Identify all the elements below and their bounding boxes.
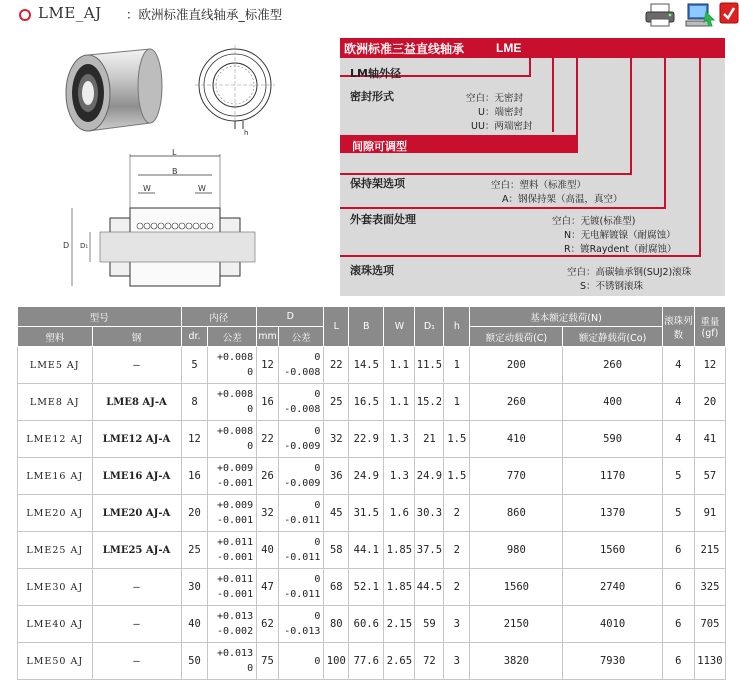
header-load: 基本额定载荷(N): [470, 307, 663, 327]
cell-ball-rows: 6: [662, 569, 694, 606]
table-row: [18, 532, 726, 569]
cell-W: 1.3: [384, 421, 415, 458]
code-panel-title: 欧洲标准三益直线轴承: [344, 42, 465, 56]
dim-D-label: D: [63, 241, 70, 250]
tolerance-lower: -0.001: [216, 552, 254, 563]
cell-weight: 20: [694, 384, 725, 421]
cell-plastic-model: LME12 AJ: [18, 421, 93, 458]
cell-W: 2.15: [384, 606, 415, 643]
tolerance-lower: -0.011: [284, 589, 321, 600]
cell-steel-model: LME20 AJ-A: [92, 495, 181, 532]
tolerance-lower: -0.008: [284, 367, 321, 378]
cell-steel-model: LME16 AJ-A: [92, 458, 181, 495]
tolerance-upper: 0: [314, 655, 321, 667]
tolerance-upper: +0.008: [216, 426, 254, 437]
connector-line: [340, 207, 666, 209]
header-dr: dr.: [181, 327, 208, 347]
tolerance-lower: 0: [247, 404, 254, 415]
cell-dr-tolerance: [208, 495, 257, 532]
page-title: ：欧洲标准直线轴承_标准型: [126, 7, 283, 22]
cell-D: 75: [257, 643, 279, 680]
tolerance-lower: 0: [247, 441, 254, 452]
code-segment-ball: S: [695, 41, 704, 55]
cell-steel-model: LME25 AJ-A: [92, 532, 181, 569]
cell-ball-rows: 6: [662, 643, 694, 680]
cell-dynamic-load: 770: [470, 458, 563, 495]
cell-h: 1.5: [444, 458, 470, 495]
cell-h: 3: [444, 606, 470, 643]
cell-plastic-model: LME50 AJ: [18, 643, 93, 680]
table-row: [18, 495, 726, 532]
header-D: D: [257, 307, 324, 327]
cell-dr-tolerance: [208, 606, 257, 643]
cell-D: 16: [257, 384, 279, 421]
cell-dr: 8: [181, 384, 208, 421]
tolerance-upper: +0.008: [216, 352, 254, 363]
table-row: [18, 606, 726, 643]
header-steel: 钢: [92, 327, 181, 347]
cell-static-load: 590: [563, 421, 662, 458]
cell-h: 2: [444, 569, 470, 606]
part-number-guide: [340, 38, 725, 296]
cell-L: 58: [324, 532, 349, 569]
cell-dynamic-load: 980: [470, 532, 563, 569]
cell-static-load: 4010: [563, 606, 662, 643]
cell-B: 14.5: [349, 347, 384, 384]
cell-static-load: 1370: [563, 495, 662, 532]
tolerance-lower: -0.001: [216, 589, 254, 600]
printer-icon[interactable]: [643, 2, 679, 32]
cell-dr-tolerance: [208, 569, 257, 606]
cell-D1: 21: [415, 421, 444, 458]
tolerance-lower: -0.002: [216, 626, 254, 637]
cell-ball-rows: 5: [662, 495, 694, 532]
dim-D1-label: D₁: [80, 242, 89, 250]
cell-D: 62: [257, 606, 279, 643]
connector-line: [699, 58, 701, 256]
seal-option: UU：两端密封: [471, 121, 533, 132]
cell-B: 24.9: [349, 458, 384, 495]
cell-D1: 15.2: [415, 384, 444, 421]
code-segment-surface: N: [660, 41, 669, 55]
cell-steel-model: –: [92, 643, 181, 680]
section-shaft-diameter: LM轴外径: [350, 67, 401, 80]
cell-L: 36: [324, 458, 349, 495]
cell-W: 1.1: [384, 384, 415, 421]
cell-steel-model: –: [92, 606, 181, 643]
section-seal-type: 密封形式: [350, 90, 394, 103]
cell-dr: 12: [181, 421, 208, 458]
cell-B: 60.6: [349, 606, 384, 643]
cell-ball-rows: 4: [662, 384, 694, 421]
tolerance-lower: -0.009: [284, 478, 321, 489]
cell-D-tolerance: [278, 495, 324, 532]
retainer-option: 空白：塑料（标准型）: [491, 180, 587, 191]
cell-W: 1.3: [384, 458, 415, 495]
cell-weight: 91: [694, 495, 725, 532]
cell-D1: 30.3: [415, 495, 444, 532]
cell-D: 12: [257, 347, 279, 384]
tolerance-upper: +0.013: [216, 611, 254, 622]
cell-D-tolerance: [278, 347, 324, 384]
table-row: [18, 421, 726, 458]
tolerance-upper: 0: [314, 500, 321, 511]
cell-W: 1.85: [384, 532, 415, 569]
cell-h: 3: [444, 643, 470, 680]
cell-dr: 30: [181, 569, 208, 606]
cell-B: 44.1: [349, 532, 384, 569]
cell-D: 32: [257, 495, 279, 532]
tolerance-upper: 0: [314, 574, 321, 585]
header-W: W: [384, 307, 415, 347]
cell-dr: 40: [181, 606, 208, 643]
section-adjustable: 间隙可调型: [352, 140, 407, 153]
spec-table-wrapper: [17, 306, 726, 680]
cell-steel-model: –: [92, 569, 181, 606]
cell-W: 1.85: [384, 569, 415, 606]
cell-L: 100: [324, 643, 349, 680]
cell-static-load: 1170: [563, 458, 662, 495]
cell-dr: 25: [181, 532, 208, 569]
tolerance-upper: 0: [314, 389, 321, 400]
header-D-tolerance: 公差: [278, 327, 324, 347]
ball-option: 空白：高碳轴承钢(SUJ2)滚珠: [567, 267, 692, 278]
tolerance-lower: -0.001: [216, 515, 254, 526]
cell-D1: 24.9: [415, 458, 444, 495]
cell-dynamic-load: 1560: [470, 569, 563, 606]
cell-weight: 12: [694, 347, 725, 384]
cell-L: 22: [324, 347, 349, 384]
cell-h: 1: [444, 384, 470, 421]
header-dynamic-load: 额定动载荷(C): [470, 327, 563, 347]
tolerance-upper: 0: [314, 537, 321, 548]
cell-static-load: 7930: [563, 643, 662, 680]
dim-W-left-label: W: [143, 184, 151, 193]
cell-weight: 215: [694, 532, 725, 569]
code-segment-adjustable: AJ: [569, 41, 585, 55]
cell-dr: 5: [181, 347, 208, 384]
cell-D-tolerance: [278, 421, 324, 458]
bearing-photo: [58, 45, 168, 145]
tolerance-lower: -0.011: [284, 552, 321, 563]
section-surface-treatment: 外套表面处理: [350, 213, 416, 226]
spec-table: [17, 306, 726, 680]
cell-dynamic-load: 410: [470, 421, 563, 458]
cell-D-tolerance: [278, 384, 324, 421]
cell-plastic-model: LME25 AJ: [18, 532, 93, 569]
table-row: [18, 347, 726, 384]
seal-option: 空白：无密封: [466, 93, 524, 104]
bookmark-icon[interactable]: [719, 2, 739, 28]
cell-B: 16.5: [349, 384, 384, 421]
tolerance-upper: 0: [314, 611, 321, 622]
cell-plastic-model: LME40 AJ: [18, 606, 93, 643]
connector-line: [630, 58, 632, 174]
header-model: 型号: [18, 307, 182, 327]
cell-weight: 57: [694, 458, 725, 495]
cell-D: 40: [257, 532, 279, 569]
code-segment-series: LME: [496, 41, 522, 55]
cell-weight: 325: [694, 569, 725, 606]
cell-D: 22: [257, 421, 279, 458]
tolerance-lower: -0.001: [216, 478, 254, 489]
cell-dynamic-load: 2150: [470, 606, 563, 643]
connector-line: [552, 58, 554, 132]
tolerance-upper: +0.009: [216, 500, 254, 511]
cell-ball-rows: 6: [662, 532, 694, 569]
cell-D1: 37.5: [415, 532, 444, 569]
connector-line: [664, 58, 666, 208]
cell-W: 1.1: [384, 347, 415, 384]
spec-table-body: [18, 347, 726, 680]
table-row: [18, 458, 726, 495]
cell-L: 32: [324, 421, 349, 458]
cell-steel-model: –: [92, 347, 181, 384]
cell-B: 22.9: [349, 421, 384, 458]
cell-steel-model: LME8 AJ-A: [92, 384, 181, 421]
cell-D-tolerance: [278, 643, 324, 680]
cell-D1: 59: [415, 606, 444, 643]
header-rows: 滚珠列数: [662, 307, 694, 347]
tolerance-lower: -0.009: [284, 441, 321, 452]
code-segment-size: 20: [524, 41, 538, 55]
tolerance-upper: +0.011: [216, 537, 254, 548]
code-segment-retainer: A: [626, 41, 635, 55]
header-mm: mm: [257, 327, 279, 347]
cell-dr-tolerance: [208, 384, 257, 421]
cell-weight: 705: [694, 606, 725, 643]
cell-L: 68: [324, 569, 349, 606]
section-ball: 滚珠选项: [350, 264, 394, 277]
cell-B: 31.5: [349, 495, 384, 532]
tolerance-lower: 0: [247, 367, 254, 378]
cell-D1: 11.5: [415, 347, 444, 384]
header-weight: 重量(gf): [694, 307, 725, 347]
cell-dr: 50: [181, 643, 208, 680]
tolerance-upper: +0.008: [216, 389, 254, 400]
dim-L-label: L: [172, 148, 177, 157]
cell-B: 77.6: [349, 643, 384, 680]
cell-D-tolerance: [278, 532, 324, 569]
cell-dr-tolerance: [208, 532, 257, 569]
cell-static-load: 1560: [563, 532, 662, 569]
dim-h-label: h: [244, 129, 249, 137]
cell-ball-rows: 4: [662, 421, 694, 458]
code-segment-dash: -: [596, 41, 600, 55]
cell-weight: 1130: [694, 643, 725, 680]
header-dr-tolerance: 公差: [208, 327, 257, 347]
cell-D-tolerance: [278, 606, 324, 643]
tolerance-upper: +0.011: [216, 574, 254, 585]
cell-plastic-model: LME16 AJ: [18, 458, 93, 495]
cell-h: 2: [444, 495, 470, 532]
tolerance-lower: -0.011: [284, 515, 321, 526]
cell-plastic-model: LME20 AJ: [18, 495, 93, 532]
tolerance-upper: 0: [314, 426, 321, 437]
cell-dr: 20: [181, 495, 208, 532]
cell-plastic-model: LME8 AJ: [18, 384, 93, 421]
surface-option: N：无电解镀镍（耐腐蚀）: [564, 230, 676, 241]
table-row: [18, 569, 726, 606]
cell-D-tolerance: [278, 569, 324, 606]
cell-dynamic-load: 3820: [470, 643, 563, 680]
cell-ball-rows: 5: [662, 458, 694, 495]
tolerance-lower: -0.008: [284, 404, 321, 415]
dim-B-label: B: [172, 167, 178, 176]
page-model: LME_AJ: [38, 4, 102, 22]
cell-L: 80: [324, 606, 349, 643]
cell-W: 2.65: [384, 643, 415, 680]
cell-L: 25: [324, 384, 349, 421]
cell-static-load: 2740: [563, 569, 662, 606]
table-row: [18, 384, 726, 421]
tolerance-lower: -0.013: [284, 626, 321, 637]
cell-D1: 44.5: [415, 569, 444, 606]
cell-ball-rows: 6: [662, 606, 694, 643]
cell-h: 1: [444, 347, 470, 384]
cell-h: 2: [444, 532, 470, 569]
cell-weight: 41: [694, 421, 725, 458]
header-B: B: [349, 307, 384, 347]
dim-W-right-label: W: [198, 184, 206, 193]
cell-D1: 72: [415, 643, 444, 680]
cell-D: 47: [257, 569, 279, 606]
cell-W: 1.6: [384, 495, 415, 532]
header-static-load: 额定静载荷(Co): [563, 327, 662, 347]
cell-dr-tolerance: [208, 421, 257, 458]
cell-plastic-model: LME30 AJ: [18, 569, 93, 606]
cell-D: 26: [257, 458, 279, 495]
cell-dr-tolerance: [208, 347, 257, 384]
cell-dynamic-load: 200: [470, 347, 563, 384]
computer-icon[interactable]: [684, 2, 716, 32]
cell-dr-tolerance: [208, 458, 257, 495]
connector-line: [529, 58, 531, 76]
tolerance-upper: 0: [314, 463, 321, 474]
retainer-option: A：钢保持架（高温，真空）: [502, 194, 623, 205]
page-header: [0, 0, 739, 30]
surface-option: R：镀Raydent（耐腐蚀）: [564, 244, 677, 255]
table-row: [18, 643, 726, 680]
connector-line: [340, 255, 701, 257]
header-plastic: 塑料: [18, 327, 93, 347]
cell-steel-model: LME12 AJ-A: [92, 421, 181, 458]
surface-option: 空白：无镀(标准型): [552, 216, 636, 227]
cell-plastic-model: LME5 AJ: [18, 347, 93, 384]
tolerance-upper: 0: [314, 352, 321, 363]
bullet-icon: [19, 9, 31, 21]
header-h: h: [444, 307, 470, 347]
side-view-drawing: [60, 148, 260, 288]
end-view-drawing: [195, 43, 275, 138]
cell-L: 45: [324, 495, 349, 532]
code-segment-seal: UU: [546, 41, 564, 55]
header-L: L: [324, 307, 349, 347]
header-D1: D₁: [415, 307, 444, 347]
cell-ball-rows: 4: [662, 347, 694, 384]
tolerance-upper: +0.013: [216, 648, 254, 659]
tolerance-upper: +0.009: [216, 463, 254, 474]
cell-B: 52.1: [349, 569, 384, 606]
cell-dynamic-load: 260: [470, 384, 563, 421]
cell-static-load: 260: [563, 347, 662, 384]
cell-D-tolerance: [278, 458, 324, 495]
seal-option: U：端密封: [478, 107, 523, 118]
cell-h: 1.5: [444, 421, 470, 458]
tolerance-lower: 0: [247, 663, 254, 674]
cell-dr: 16: [181, 458, 208, 495]
cell-dynamic-load: 860: [470, 495, 563, 532]
header-bore: 内径: [181, 307, 257, 327]
cell-dr-tolerance: [208, 643, 257, 680]
section-retainer: 保持架选项: [350, 177, 405, 190]
ball-option: S：不锈钢滚珠: [580, 281, 644, 292]
cell-static-load: 400: [563, 384, 662, 421]
